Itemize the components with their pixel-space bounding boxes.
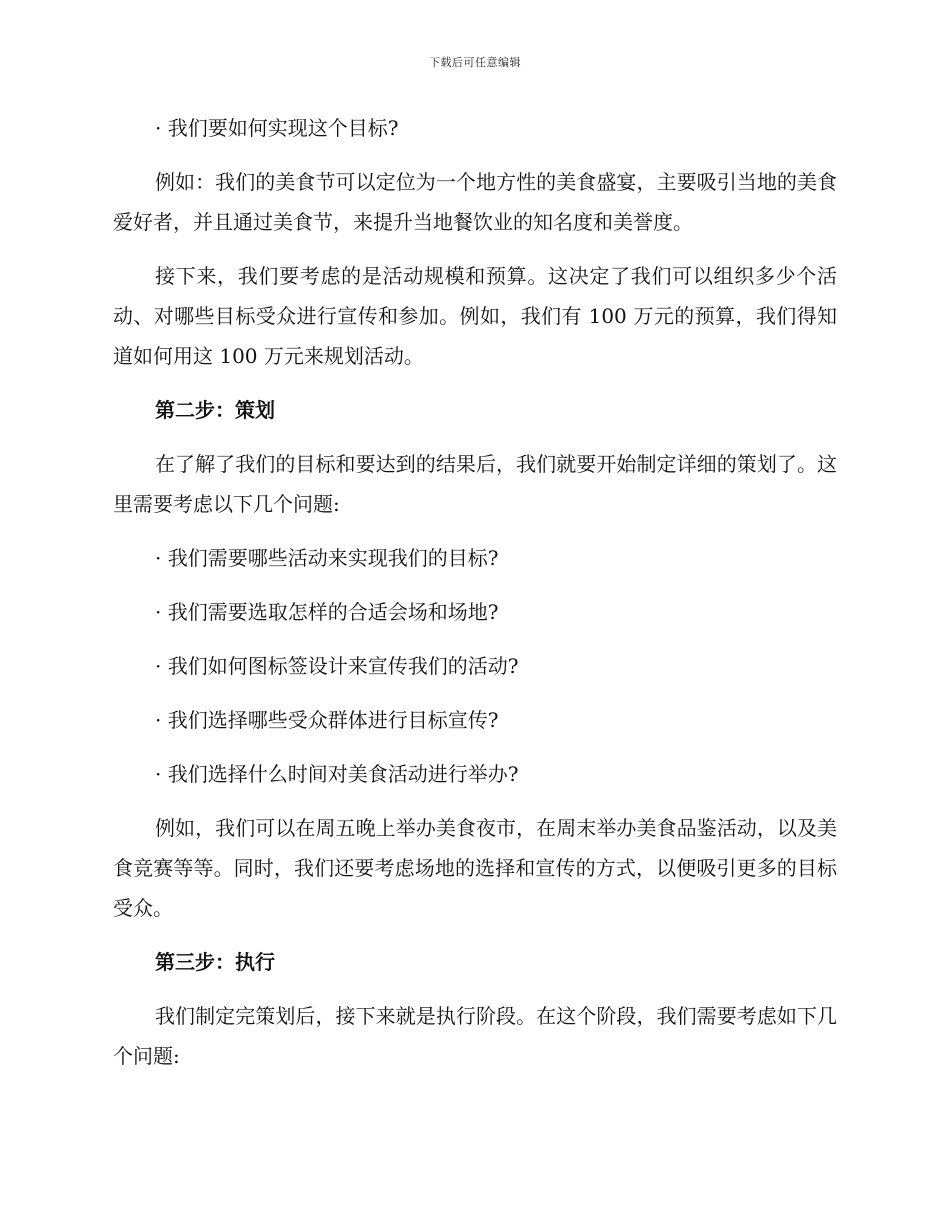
paragraph: 例如，我们可以在周五晚上举办美食夜市，在周末举办美食品鉴活动，以及美食竞赛等等。同时，我们还要考虑场地的选择和宣传的方式，以便吸引更多的目标受众。: [113, 816, 837, 920]
bullet-item: · 我们如何图标签设计来宣传我们的活动?: [155, 654, 519, 678]
paragraph: 我们制定完策划后，接下来就是执行阶段。在这个阶段，我们需要考虑如下几个问题:: [113, 1004, 837, 1068]
paragraph: 在了解了我们的目标和要达到的结果后，我们就要开始制定详细的策划了。这里需要考虑以下几个问题:: [113, 452, 837, 516]
paragraph: 接下来，我们要考虑的是活动规模和预算。这决定了我们可以组织多少个活动、对哪些目标受众进行宣传和参加。例如，我们有 100 万元的预算，我们得知道如何用这 100 万元来规划活动。: [113, 264, 837, 368]
bullet-item: · 我们选择哪些受众群体进行目标宣传?: [155, 708, 499, 732]
section-heading: 第三步：执行: [155, 950, 275, 974]
section-heading: 第二步：策划: [155, 398, 275, 422]
bullet-item: · 我们要如何实现这个目标?: [155, 116, 399, 140]
bullet-item: · 我们需要哪些活动来实现我们的目标?: [155, 546, 499, 570]
bullet-item: · 我们选择什么时间对美食活动进行举办?: [155, 762, 519, 786]
bullet-item: · 我们需要选取怎样的合适会场和场地?: [155, 600, 499, 624]
paragraph: 例如：我们的美食节可以定位为一个地方性的美食盛宴，主要吸引当地的美食爱好者，并且通过美食节，来提升当地餐饮业的知名度和美誉度。: [113, 170, 837, 234]
document-body: [113, 108, 837, 1090]
page-header: 下载后可任意编辑: [429, 56, 521, 69]
